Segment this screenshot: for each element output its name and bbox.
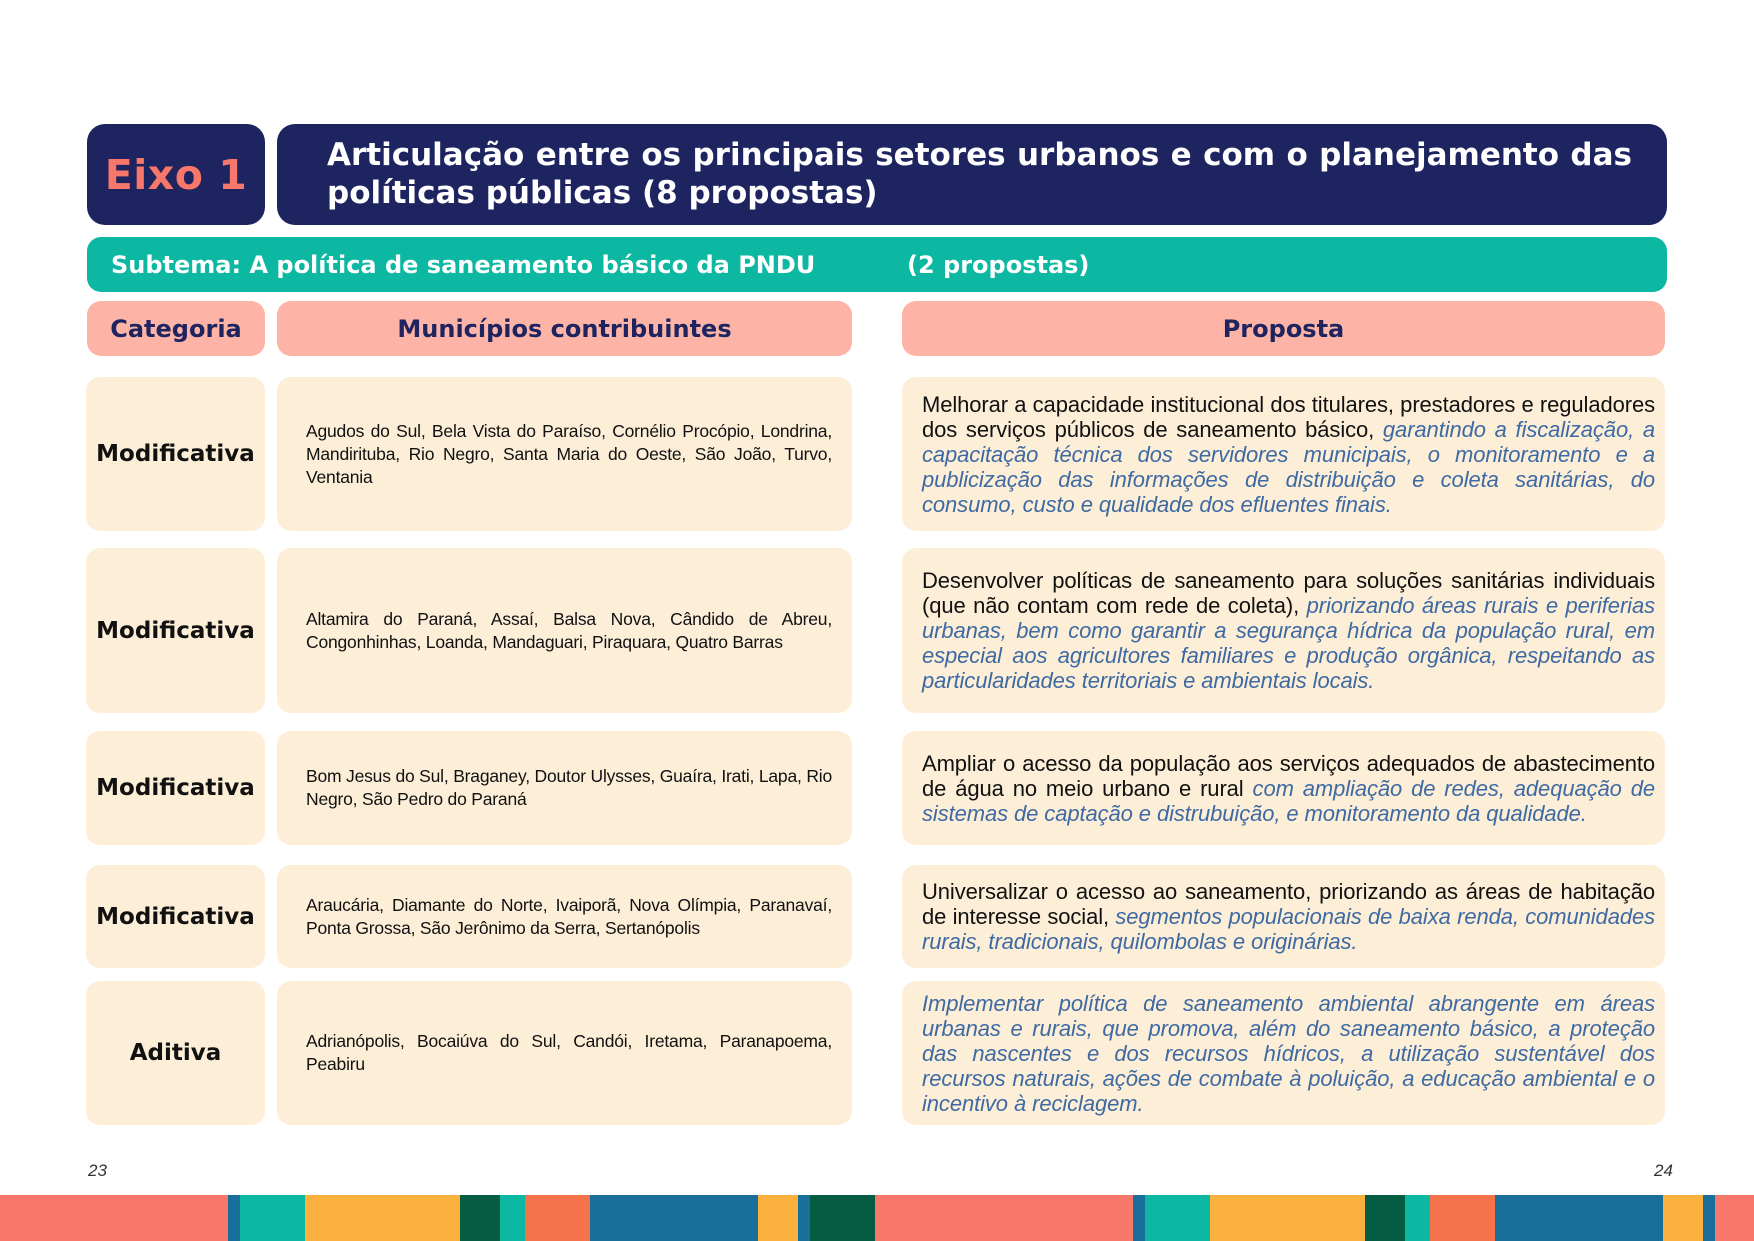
table-row-3-categoria (86, 731, 265, 845)
stripe-segment (1405, 1195, 1430, 1241)
categoria-label: Aditiva (129, 1040, 222, 1066)
table-row-3-municipios (277, 731, 852, 845)
proposta-base-text: Melhorar a capacidade institucional dos titulares, prestadores e reguladores dos serviços públicos de saneamento básico, (922, 391, 1655, 442)
stripe-segment (1365, 1195, 1405, 1241)
stripe-segment (1430, 1195, 1495, 1241)
subtema-bar (87, 237, 1667, 292)
categoria-label: Modificativa (96, 617, 255, 644)
proposta-added-text: garantindo a fiscalização, a capacitação técnica dos servidores municipais, o monitoramento e a publicização das informações de distribuição e coleta sanitárias, do consumo, custo e qualidade dos efluentes finais. (922, 416, 1655, 517)
column-header-municipios (277, 301, 852, 356)
table-row-5-municipios (277, 981, 852, 1125)
stripe-segment (875, 1195, 1133, 1241)
decorative-color-stripe (0, 1195, 1754, 1241)
proposta-added-text: Implementar política de saneamento ambiental abrangente em áreas urbanas e rurais, que promova, além do saneamento básico, a proteção das nascentes e dos recursos hídricos, a utilização sustentável dos recursos naturais, ações de combate à poluição, a educação ambiental e o incentivo à reciclagem. (922, 990, 1655, 1116)
stripe-segment (1495, 1195, 1663, 1241)
stripe-segment (460, 1195, 500, 1241)
table-row-4-categoria (86, 865, 265, 968)
subtema-count: (2 propostas) (907, 250, 1090, 279)
table-row-4-proposta (902, 865, 1665, 968)
stripe-segment (1133, 1195, 1145, 1241)
column-header-categoria-label: Categoria (110, 314, 242, 343)
municipios-text: Agudos do Sul, Bela Vista do Paraíso, Cornélio Procópio, Londrina, Mandirituba, Rio Negro, Santa Maria do Oeste, São João, Turvo, Ventania (306, 420, 832, 487)
table-row-2-proposta (902, 548, 1665, 713)
proposta-text (922, 879, 1655, 954)
categoria-label: Modificativa (96, 775, 255, 801)
table-row-1-proposta (902, 377, 1665, 531)
stripe-segment (810, 1195, 875, 1241)
table-row-2-municipios (277, 548, 852, 713)
stripe-segment (1663, 1195, 1703, 1241)
categoria-label: Modificativa (96, 441, 255, 467)
eixo-badge-label: Eixo 1 (104, 150, 248, 199)
municipios-text: Bom Jesus do Sul, Braganey, Doutor Ulysses, Guaíra, Irati, Lapa, Rio Negro, São Pedro do Paraná (306, 766, 832, 809)
proposta-added-text: com ampliação de redes, adequação de sistemas de captação e distrubuição, e monitoramento da qualidade. (922, 775, 1655, 826)
municipios-text: Adrianópolis, Bocaiúva do Sul, Candói, Iretama, Paranapoema, Peabiru (306, 1031, 832, 1074)
stripe-segment (590, 1195, 758, 1241)
proposta-text (922, 392, 1655, 517)
eixo-title: Articulação entre os principais setores urbanos e com o planejamento das políticas públicas (8 propostas) (327, 137, 1632, 211)
proposta-text (922, 751, 1655, 826)
stripe-segment (758, 1195, 798, 1241)
proposta-base-text: Universalizar o acesso ao saneamento, priorizando as áreas de habitação de interesse social, (922, 879, 1655, 929)
stripe-segment (1715, 1195, 1754, 1241)
stripe-segment (1703, 1195, 1715, 1241)
column-header-proposta-label: Proposta (1222, 314, 1345, 343)
stripe-segment (240, 1195, 305, 1241)
stripe-segment (1210, 1195, 1365, 1241)
column-header-municipios-label: Municípios contribuintes (397, 314, 732, 343)
categoria-label: Modificativa (96, 903, 255, 930)
stripe-segment (305, 1195, 460, 1241)
table-row-2-categoria (86, 548, 265, 713)
stripe-segment (1145, 1195, 1210, 1241)
subtema-label: Subtema: A política de saneamento básico da PNDU (111, 250, 816, 279)
stripe-segment (798, 1195, 810, 1241)
eixo-badge (87, 124, 265, 225)
proposta-text (922, 568, 1655, 693)
column-header-categoria (87, 301, 265, 356)
table-row-1-categoria (86, 377, 265, 531)
stripe-segment (0, 1195, 228, 1241)
proposta-added-text: priorizando áreas rurais e periferias urbanas, bem como garantir a segurança hídrica da população rural, em especial aos agricultores familiares e produção orgânica, respeitando as particularidades territoriais e ambientais locais. (922, 593, 1655, 693)
table-row-5-categoria (86, 981, 265, 1125)
table-row-5-proposta (902, 981, 1665, 1125)
column-header-proposta (902, 301, 1665, 356)
table-row-3-proposta (902, 731, 1665, 845)
proposta-base-text: Desenvolver políticas de saneamento para soluções sanitárias individuais (que não contam com rede de coleta), (922, 568, 1655, 618)
proposta-base-text: Ampliar o acesso da população aos serviços adequados de abastecimento de água no meio urbano e rural (922, 750, 1655, 801)
proposta-added-text: segmentos populacionais de baixa renda, comunidades rurais, tradicionais, quilombolas e originárias. (922, 904, 1656, 954)
page-number-right: 24 (1654, 1161, 1673, 1180)
table-row-4-municipios (277, 865, 852, 968)
municipios-text: Altamira do Paraná, Assaí, Balsa Nova, Cândido de Abreu, Congonhinhas, Loanda, Mandaguari, Piraquara, Quatro Barras (306, 608, 832, 652)
stripe-segment (228, 1195, 240, 1241)
stripe-segment (500, 1195, 525, 1241)
eixo-title-box (277, 124, 1667, 225)
table-row-1-municipios (277, 377, 852, 531)
proposta-text (922, 991, 1655, 1116)
municipios-text: Araucária, Diamante do Norte, Ivaiporã, Nova Olímpia, Paranavaí, Ponta Grossa, São Jerônimo da Serra, Sertanópolis (306, 894, 832, 938)
page-number-left: 23 (88, 1161, 107, 1180)
stripe-segment (525, 1195, 590, 1241)
